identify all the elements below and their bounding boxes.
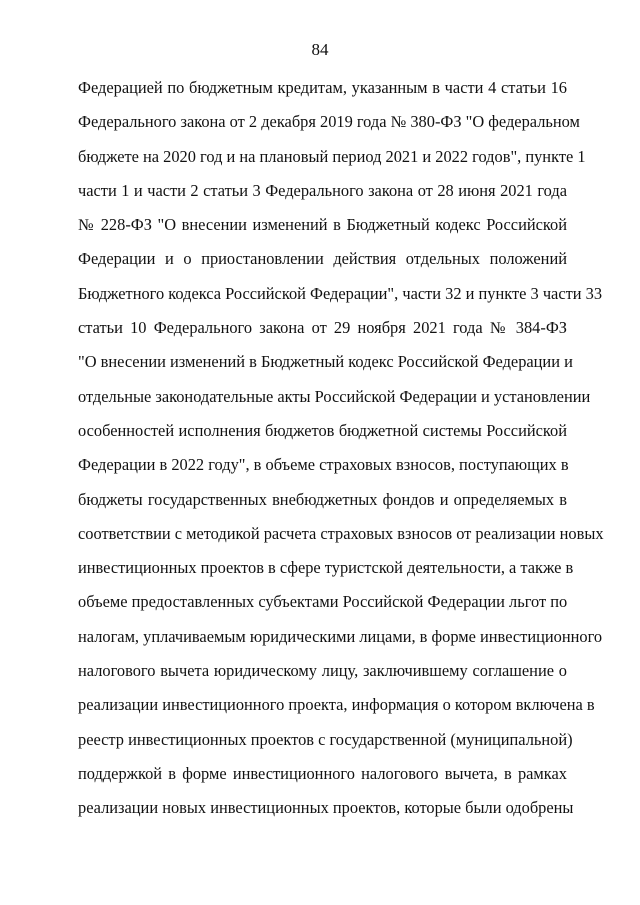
text-line: Федерации в 2022 году", в объеме страховых взносов, поступающих в <box>78 455 569 475</box>
text-line: поддержкой в форме инвестиционного налогового вычета, в рамках <box>78 763 567 783</box>
text-line: "О внесении изменений в Бюджетный кодекс Российской Федерации и <box>78 352 573 372</box>
text-line: бюджете на 2020 год и на плановый период 2021 и 2022 годов", пункте 1 <box>78 146 586 166</box>
text-line: № 228-ФЗ "О внесении изменений в Бюджетный кодекс Российской <box>78 215 567 235</box>
text-line: реестр инвестиционных проектов с государственной (муниципальной) <box>78 729 573 749</box>
text-line: налогового вычета юридическому лицу, заключившему соглашение о <box>78 661 567 681</box>
text-line: инвестиционных проектов в сфере туристской деятельности, а также в <box>78 558 574 578</box>
text-line: Бюджетного кодекса Российской Федерации", части 32 и пункте 3 части 33 <box>78 283 603 303</box>
text-line: особенностей исполнения бюджетов бюджетной системы Российской <box>78 420 567 440</box>
text-line: Федерального закона от 2 декабря 2019 года № 380-ФЗ "О федеральном <box>78 112 580 132</box>
text-line: налогам, уплачиваемым юридическими лицами, в форме инвестиционного <box>78 626 603 646</box>
paragraph <box>78 76 604 831</box>
text-line: бюджеты государственных внебюджетных фондов и определяемых в <box>78 489 567 509</box>
text-line: отдельные законодательные акты Российской Федерации и установлении <box>78 386 591 406</box>
text-line: реализации инвестиционного проекта, информация о котором включена в <box>78 695 595 715</box>
text-line: соответствии с методикой расчета страховых взносов от реализации новых <box>78 523 604 543</box>
text-line: части 1 и части 2 статьи 3 Федерального закона от 28 июня 2021 года <box>78 180 567 200</box>
text-line: статьи 10 Федерального закона от 29 ноября 2021 года № 384-ФЗ <box>78 318 567 338</box>
text-line: объеме предоставленных субъектами Российской Федерации льгот по <box>78 592 568 612</box>
text-line: Федерации и о приостановлении действия отдельных положений <box>78 249 567 269</box>
text-line: реализации новых инвестиционных проектов, которые были одобрены <box>78 798 574 818</box>
text-line: Федерацией по бюджетным кредитам, указанным в части 4 статьи 16 <box>78 78 567 97</box>
page-number: 84 <box>311 40 329 59</box>
